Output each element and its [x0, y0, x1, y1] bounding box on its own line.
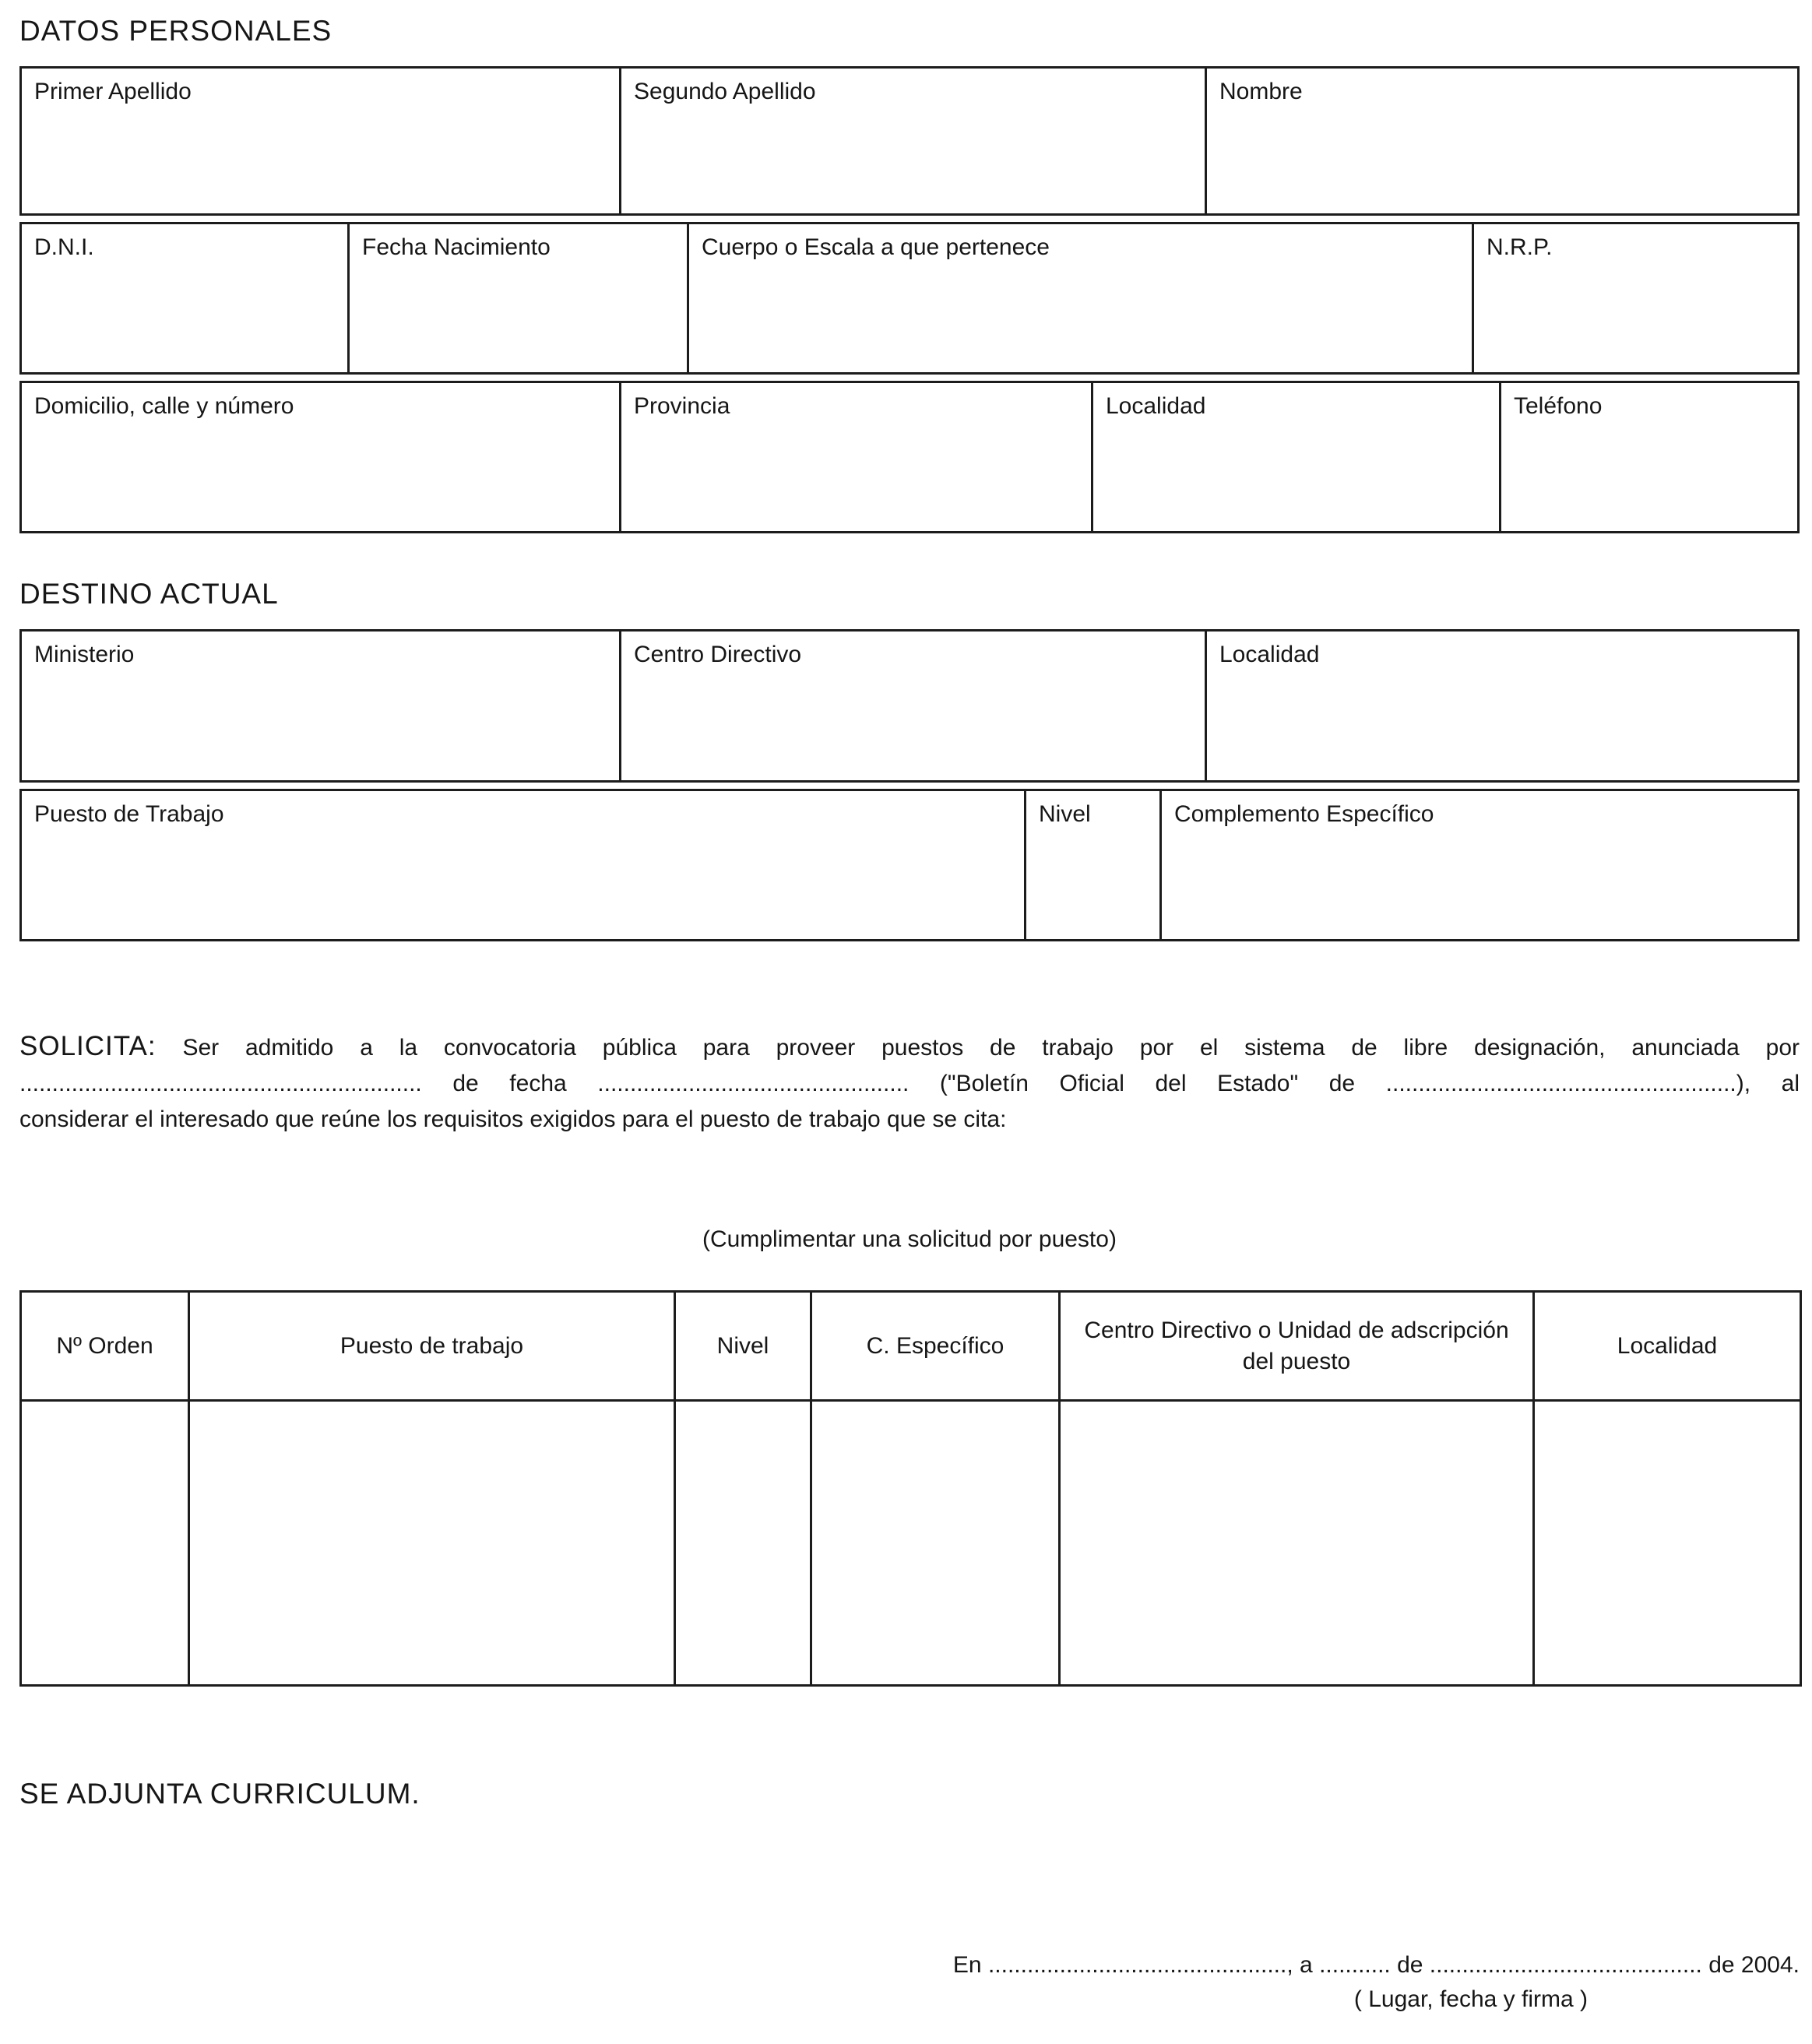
solicita-mid1-text: de fecha [421, 1071, 598, 1096]
field-cuerpo-escala[interactable] [689, 224, 1474, 372]
field-provincia[interactable] [621, 383, 1093, 531]
field-destino-localidad[interactable] [1207, 631, 1797, 780]
puestos-input-centro-directivo[interactable] [1060, 1401, 1534, 1686]
puestos-input-localidad[interactable] [1534, 1401, 1801, 1686]
field-nombre-label: Nombre [1219, 79, 1303, 104]
puestos-table [19, 1290, 1802, 1687]
datos-personales-row-3 [19, 381, 1800, 533]
col-header-nivel: Nivel [675, 1292, 811, 1401]
field-dni[interactable] [22, 224, 350, 372]
field-localidad-label: Localidad [1106, 393, 1206, 419]
firma-mid2-text: de [1390, 1952, 1430, 1978]
destino-actual-row-1 [19, 629, 1800, 783]
solicita-line-1 [19, 1029, 1800, 1066]
field-primer-apellido-label: Primer Apellido [34, 79, 192, 104]
blank-organo-convocante[interactable]: .............................................................. [19, 1071, 422, 1096]
field-domicilio[interactable] [22, 383, 621, 531]
field-domicilio-label: Domicilio, calle y número [34, 393, 294, 419]
firma-post-text: de 2004. [1701, 1952, 1800, 1978]
solicita-intro-text: Ser admitido a la convocatoria pública para proveer puestos de trabajo por el sistema de libre designación, anunciada por [182, 1035, 1800, 1061]
field-destino-localidad-label: Localidad [1219, 642, 1320, 667]
field-centro-directivo-label: Centro Directivo [634, 642, 802, 667]
field-nivel[interactable] [1026, 791, 1162, 939]
field-segundo-apellido-label: Segundo Apellido [634, 79, 816, 104]
field-provincia-label: Provincia [634, 393, 730, 419]
field-puesto-trabajo[interactable] [22, 791, 1026, 939]
blank-fecha-convocatoria[interactable]: ................................................ [597, 1071, 910, 1096]
solicita-label: SOLICITA: [19, 1031, 157, 1061]
puestos-input-puesto-trabajo[interactable] [189, 1401, 675, 1686]
col-header-c-especifico: C. Específico [811, 1292, 1060, 1401]
field-segundo-apellido[interactable] [621, 69, 1207, 213]
solicita-line2-end-text: ), al [1736, 1071, 1800, 1096]
puestos-input-nivel[interactable] [675, 1401, 811, 1686]
datos-personales-row-2 [19, 222, 1800, 375]
field-ministerio[interactable] [22, 631, 621, 780]
field-nrp[interactable] [1474, 224, 1797, 372]
destino-actual-row-2 [19, 789, 1800, 941]
firma-note: ( Lugar, fecha y firma ) [1353, 1986, 1588, 2012]
field-complemento-especifico-label: Complemento Específico [1174, 801, 1434, 827]
field-nivel-label: Nivel [1039, 801, 1091, 827]
datos-personales-title: DATOS PERSONALES [19, 15, 332, 47]
field-fecha-nacimiento[interactable] [350, 224, 689, 372]
firma-pre-text: En [952, 1952, 988, 1978]
blank-fecha-boe[interactable]: ...................................................... [1385, 1071, 1736, 1096]
field-nombre[interactable] [1207, 69, 1797, 213]
field-telefono[interactable] [1501, 383, 1797, 531]
puestos-header-row [21, 1292, 1801, 1401]
cumplimentar-note: (Cumplimentar una solicitud por puesto) [702, 1226, 1117, 1252]
solicita-paragraph [19, 1029, 1800, 1138]
blank-lugar[interactable]: .............................................. [987, 1952, 1287, 1978]
datos-personales-row-1 [19, 66, 1800, 216]
blank-mes[interactable]: .......................................... [1429, 1952, 1702, 1978]
datos-personales-box [19, 66, 1800, 533]
solicita-line-2 [19, 1066, 1800, 1102]
field-nrp-label: N.R.P. [1487, 234, 1553, 260]
firma-mid1-text: , a [1286, 1952, 1320, 1978]
field-telefono-label: Teléfono [1514, 393, 1603, 419]
firma-date-line [19, 1951, 1800, 1980]
field-complemento-especifico[interactable] [1162, 791, 1797, 939]
col-header-puesto-trabajo: Puesto de trabajo [189, 1292, 675, 1401]
blank-dia[interactable]: ........... [1319, 1952, 1391, 1978]
field-puesto-trabajo-label: Puesto de Trabajo [34, 801, 224, 827]
solicita-line-3: considerar el interesado que reúne los requisitos exigidos para el puesto de trabajo que se cita: [19, 1106, 1007, 1132]
col-header-n-orden: Nº Orden [21, 1292, 189, 1401]
adjunta-curriculum-title: SE ADJUNTA CURRICULUM. [19, 1778, 420, 1810]
col-header-localidad: Localidad [1534, 1292, 1801, 1401]
puestos-entry-row [21, 1401, 1801, 1686]
field-ministerio-label: Ministerio [34, 642, 135, 667]
destino-actual-title: DESTINO ACTUAL [19, 578, 279, 610]
puestos-input-n-orden[interactable] [21, 1401, 189, 1686]
destino-actual-box [19, 629, 1800, 941]
field-centro-directivo[interactable] [621, 631, 1207, 780]
field-localidad[interactable] [1093, 383, 1501, 531]
puestos-input-c-especifico[interactable] [811, 1401, 1060, 1686]
field-fecha-nacimiento-label: Fecha Nacimiento [362, 234, 551, 260]
field-cuerpo-escala-label: Cuerpo o Escala a que pertenece [702, 234, 1050, 260]
solicita-mid2-text: ("Boletín Oficial del Estado" de [909, 1071, 1386, 1096]
col-header-centro-directivo: Centro Directivo o Unidad de adscripción del puesto [1060, 1292, 1534, 1401]
field-dni-label: D.N.I. [34, 234, 94, 260]
field-primer-apellido[interactable] [22, 69, 621, 213]
